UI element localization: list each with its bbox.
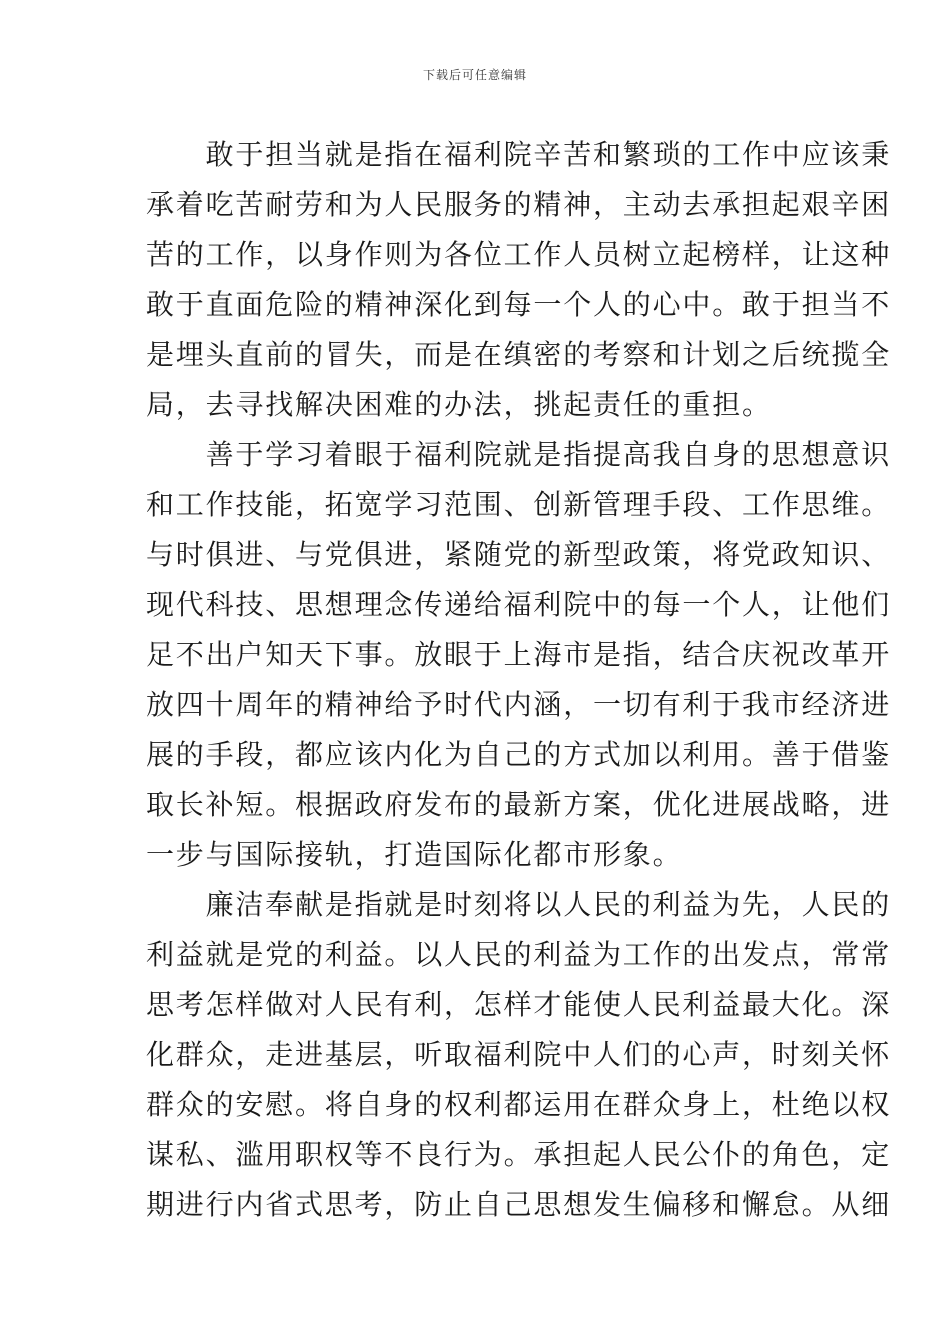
paragraph-3-line-7: 期进行内省式思考，防止自己思想发生偏移和懈怠。从细 <box>146 1188 892 1221</box>
paragraph-3-line-1: 廉洁奉献是指就是时刻将以人民的利益为先，人民的 <box>146 888 892 921</box>
paragraph-1-line-5: 是埋头直前的冒失，而是在缜密的考察和计划之后统揽全 <box>146 338 892 371</box>
paragraph-1-line-4: 敢于直面危险的精神深化到每一个人的心中。敢于担当不 <box>146 288 892 321</box>
paragraph-2-line-4: 现代科技、思想理念传递给福利院中的每一个人，让他们 <box>146 588 892 621</box>
paragraph-1-line-2: 承着吃苦耐劳和为人民服务的精神，主动去承担起艰辛困 <box>146 188 892 221</box>
paragraph-3-line-3: 思考怎样做对人民有利，怎样才能使人民利益最大化。深 <box>146 988 892 1021</box>
paragraph-1-line-1: 敢于担当就是指在福利院辛苦和繁琐的工作中应该秉 <box>146 138 892 171</box>
paragraph-2-line-2: 和工作技能，拓宽学习范围、创新管理手段、工作思维。 <box>146 488 892 521</box>
paragraph-2-line-6: 放四十周年的精神给予时代内涵，一切有利于我市经济进 <box>146 688 892 721</box>
paragraph-2-line-5: 足不出户知天下事。放眼于上海市是指，结合庆祝改革开 <box>146 638 892 671</box>
paragraph-3-line-4: 化群众，走进基层，听取福利院中人们的心声，时刻关怀 <box>146 1038 892 1071</box>
paragraph-2-line-3: 与时俱进、与党俱进，紧随党的新型政策，将党政知识、 <box>146 538 892 571</box>
paragraph-3-line-6: 谋私、滥用职权等不良行为。承担起人民公仆的角色，定 <box>146 1138 892 1171</box>
paragraph-3-line-2: 利益就是党的利益。以人民的利益为工作的出发点，常常 <box>146 938 892 971</box>
paragraph-3-line-5: 群众的安慰。将自身的权利都运用在群众身上，杜绝以权 <box>146 1088 892 1121</box>
paragraph-2-line-7: 展的手段，都应该内化为自己的方式加以利用。善于借鉴 <box>146 738 892 771</box>
header-note: 下载后可任意编辑 <box>422 68 527 82</box>
paragraph-2-line-8: 取长补短。根据政府发布的最新方案，优化进展战略，进 <box>146 788 892 821</box>
paragraph-1-line-3: 苦的工作，以身作则为各位工作人员树立起榜样，让这种 <box>146 238 892 271</box>
document-body <box>146 130 892 1230</box>
paragraph-2-line-9: 一步与国际接轨，打造国际化都市形象。 <box>146 838 683 871</box>
paragraph-1-line-6: 局，去寻找解决困难的办法，挑起责任的重担。 <box>146 388 772 421</box>
paragraph-2-line-1: 善于学习着眼于福利院就是指提高我自身的思想意识 <box>146 438 892 471</box>
